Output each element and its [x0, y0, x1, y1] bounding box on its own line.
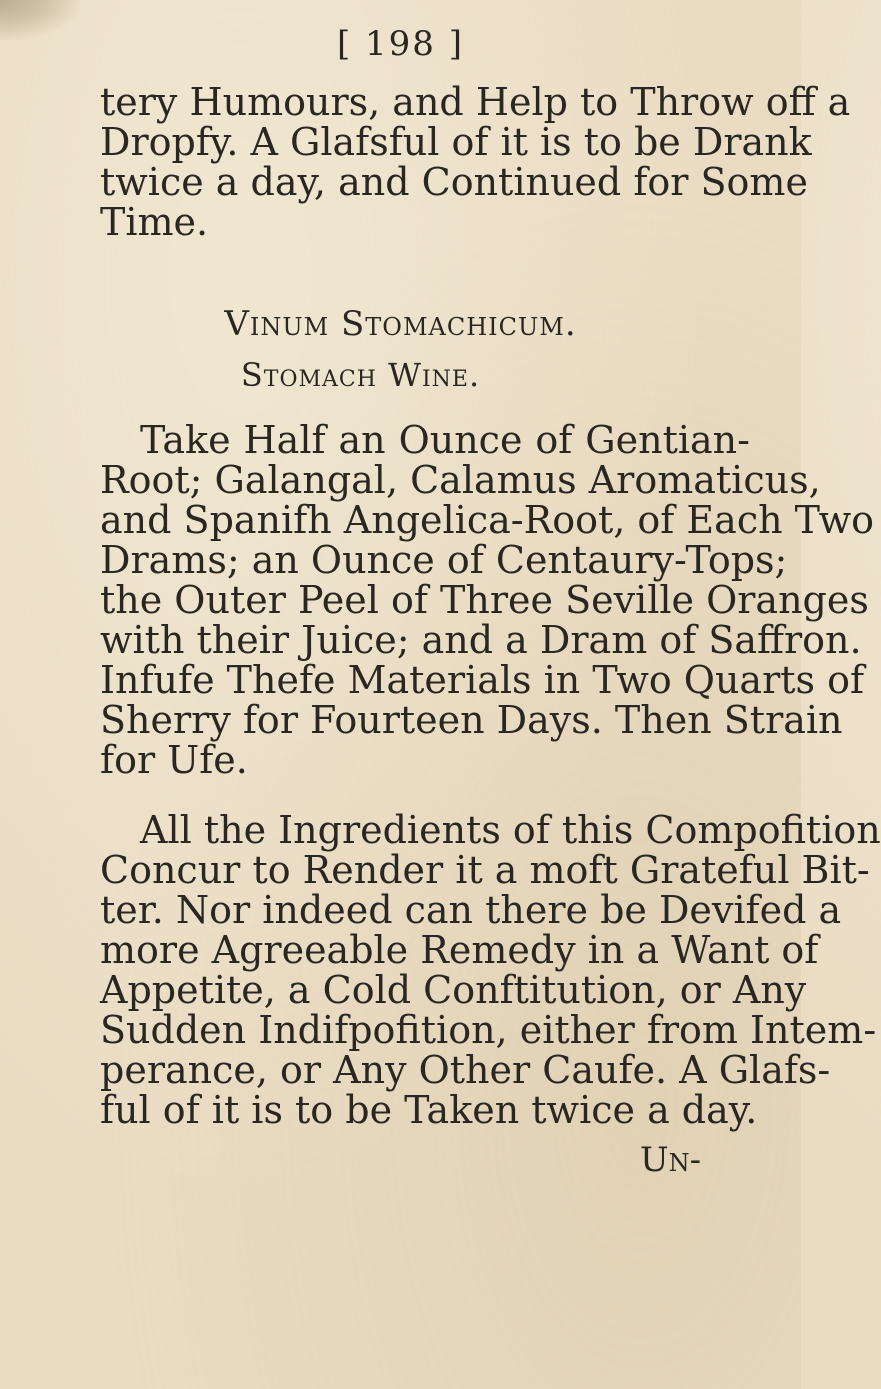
text-line: more Agreeable Remedy in a Want of	[100, 928, 819, 972]
text-line: Concur to Render it a moft Grateful Bit-	[100, 848, 870, 892]
text-line: Appetite, a Cold Conftitution, or Any	[100, 968, 807, 1012]
text-line: with their Juice; and a Dram of Saffron.	[100, 618, 862, 662]
text-line: ter. Nor indeed can there be Devifed a	[100, 888, 842, 932]
text-line: Dropfy. A Glafsful of it is to be Drank	[100, 120, 812, 164]
text-line: Sherry for Fourteen Days. Then Strain	[100, 698, 843, 742]
catchword: Un-	[640, 1140, 702, 1180]
text-line: Sudden Indifpofition, either from Intem-	[100, 1008, 877, 1052]
virtues-paragraph	[100, 808, 881, 1132]
text-line: All the Ingredients of this Compofition	[140, 808, 881, 852]
text-line: perance, or Any Other Caufe. A Glafs-	[100, 1048, 831, 1092]
page-number: [ 198 ]	[336, 24, 465, 64]
recipe-title-latin: Vinum Stomachicum.	[224, 304, 577, 344]
text-line: twice a day, and Continued for Some	[100, 160, 808, 204]
text-line: ful of it is to be Taken twice a day.	[100, 1088, 758, 1132]
text-line: tery Humours, and Help to Throw off a	[100, 80, 851, 124]
text-line: Take Half an Ounce of Gentian-	[140, 418, 750, 462]
text-line: Drams; an Ounce of Centaury-Tops;	[100, 538, 788, 582]
text-line: for Ufe.	[100, 738, 248, 782]
recipe-paragraph	[100, 418, 875, 782]
text-line: the Outer Peel of Three Seville Oranges	[100, 578, 869, 622]
intro-paragraph	[100, 80, 851, 244]
recipe-title-english: Stomach Wine.	[240, 356, 481, 394]
text-line: Root; Galangal, Calamus Aromaticus,	[100, 458, 821, 502]
text-line: and Spanifh Angelica-Root, of Each Two	[100, 498, 875, 542]
text-line: Time.	[100, 200, 209, 244]
text-line: Infufe Thefe Materials in Two Quarts of	[100, 658, 865, 702]
